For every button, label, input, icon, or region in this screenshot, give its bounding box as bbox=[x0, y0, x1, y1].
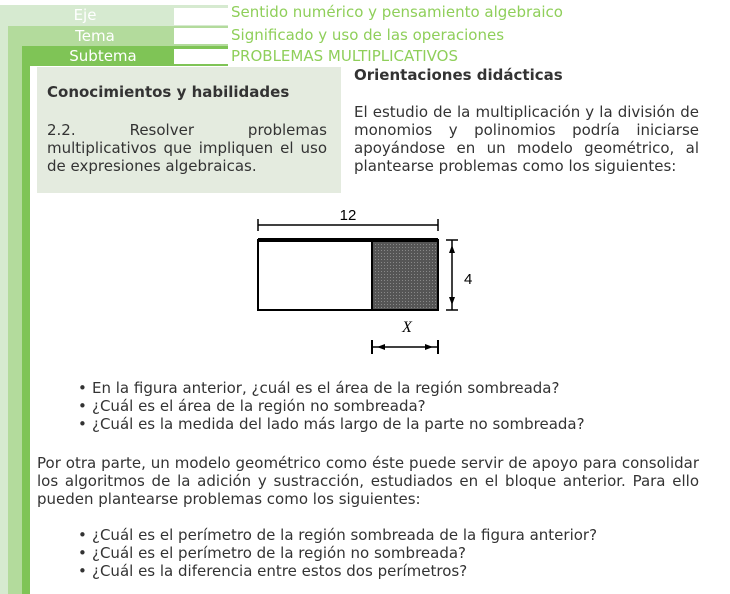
list-item: • ¿Cuál es el perímetro de la región no sombreada? bbox=[74, 544, 597, 562]
conocimientos-title: Conocimientos y habilidades bbox=[47, 83, 290, 101]
tema-value: Significado y uso de las operaciones bbox=[231, 26, 505, 44]
eje-label: Eje bbox=[73, 6, 97, 24]
subtema-value: PROBLEMAS MULTIPLICATIVOS bbox=[231, 47, 458, 65]
label-12: 12 bbox=[339, 207, 357, 224]
header-tab-gap-eje bbox=[174, 8, 228, 25]
conocimientos-text: 2.2. Resolver problemas multiplicativos que impliquen el uso de expresiones algebraicas. bbox=[47, 121, 327, 175]
orientaciones-title: Orientaciones didácticas bbox=[354, 66, 563, 84]
left-stripe-mid bbox=[8, 46, 22, 594]
list-item: • ¿Cuál es el área de la región no sombreada? bbox=[74, 397, 585, 415]
tema-label: Tema bbox=[75, 27, 115, 45]
list-item: • ¿Cuál es la medida del lado más largo de la parte no sombreada? bbox=[74, 415, 585, 433]
subtema-label: Subtema bbox=[69, 47, 137, 65]
orientaciones-intro: El estudio de la multiplicación y la división de monomios y polinomios podría iniciarse apoyándose en un modelo geométrico, al plantearse problemas como los siguientes: bbox=[354, 103, 699, 175]
questions-list-1 bbox=[74, 379, 585, 433]
paragraph-text: Por otra parte, un modelo geométrico como éste puede servir de apoyo para consolidar los algoritmos de la adición y sustracción, estudiados en el bloque anterior. Para ello pueden plantearse problemas como los siguientes: bbox=[37, 454, 699, 508]
label-4: 4 bbox=[464, 271, 473, 288]
shaded-region bbox=[372, 240, 438, 310]
eje-value: Sentido numérico y pensamiento algebraico bbox=[231, 3, 563, 21]
left-stripe-light bbox=[0, 26, 8, 594]
list-item: • En la figura anterior, ¿cuál es el área de la región sombreada? bbox=[74, 379, 585, 397]
list-item: • ¿Cuál es el perímetro de la región sombreada de la figura anterior? bbox=[74, 526, 597, 544]
geometric-figure bbox=[240, 193, 495, 360]
questions-list-2 bbox=[74, 526, 597, 580]
left-stripe-dark bbox=[22, 66, 30, 594]
list-item: • ¿Cuál es la diferencia entre estos dos perímetros? bbox=[74, 562, 597, 580]
header-tab-gap-subtema bbox=[174, 49, 228, 64]
rectangle-diagram bbox=[240, 193, 495, 360]
header-tab-gap-tema bbox=[174, 28, 228, 44]
conocimientos-box bbox=[37, 67, 341, 193]
label-x: X bbox=[402, 319, 412, 336]
